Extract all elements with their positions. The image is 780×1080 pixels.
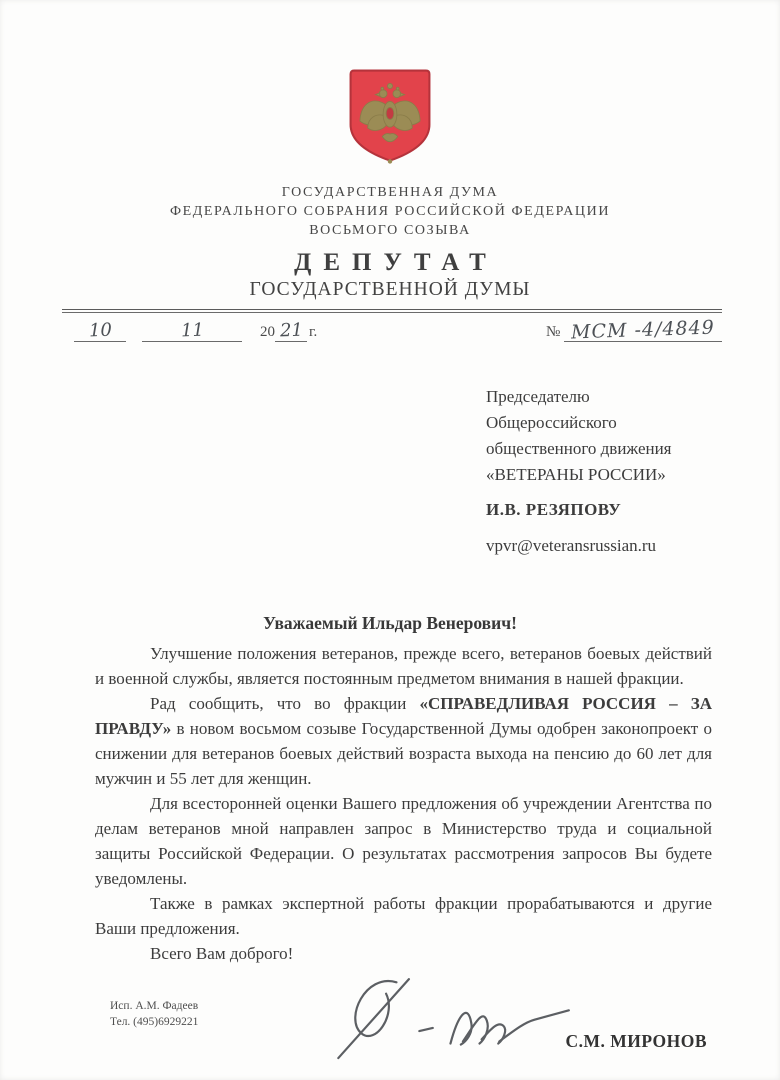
org-name-line3: ВОСЬМОГО СОЗЫВА <box>309 223 471 238</box>
paragraph-2-lead: Рад сообщить, что во фракции <box>150 694 420 713</box>
recipient-organization: «ВЕТЕРАНЫ РОССИИ» <box>486 465 666 484</box>
date-month-handwritten: 11 <box>180 319 204 342</box>
number-label: № <box>545 324 561 340</box>
outgoing-number-handwritten: МСМ -4/4849 <box>570 316 716 344</box>
year-prefix: 20 <box>260 324 275 340</box>
deputy-title: ДЕПУТАТ <box>294 249 498 276</box>
recipient-line: Председателю <box>486 387 590 406</box>
date-number-row <box>74 316 722 344</box>
deputy-subtitle: ГОСУДАРСТВЕННОЙ ДУМЫ <box>249 279 531 300</box>
paragraph-4: Также в рамках экспертной работы фракции прорабатываются и другие Ваши предложения. <box>95 894 712 938</box>
recipient-block <box>486 384 720 559</box>
recipient-name: И.В. РЕЗЯПОВУ <box>486 500 622 519</box>
recipient-line: Общероссийского <box>486 413 617 432</box>
paragraph-3: Для всесторонней оценки Вашего предложения об учреждении Агентства по делам ветеранов мной направлен запрос в Министерство труда и социальной защиты Российской Федерации. О результатах рассмотрения запросов Вы будете уведомлены. <box>95 794 712 888</box>
date-day-handwritten: 10 <box>88 319 112 342</box>
closing-phrase: Всего Вам доброго! <box>150 944 294 963</box>
executor-footer <box>110 998 198 1030</box>
letterhead <box>0 0 780 301</box>
russia-coat-of-arms-icon <box>346 68 434 164</box>
salutation: Уважаемый Ильдар Венерович! <box>263 613 517 633</box>
signatory-name: С.М. МИРОНОВ <box>565 1031 707 1051</box>
year-suffix: г. <box>309 324 318 340</box>
faction-name: «СПРАВЕДЛИВАЯ РОССИЯ – ЗА ПРАВДУ» <box>95 694 712 738</box>
executor-name: Исп. А.М. Фадеев <box>110 1000 199 1012</box>
org-name-line1: ГОСУДАРСТВЕННАЯ ДУМА <box>281 185 499 200</box>
executor-phone: Тел. (495)6929221 <box>110 1016 199 1028</box>
date-year-handwritten: 21 <box>279 319 303 342</box>
paragraph-1: Улучшение положения ветеранов, прежде всего, ветеранов боевых действий и военной службы, является постоянным предметом внимания в нашей фракции. <box>95 644 712 688</box>
header-divider <box>62 309 722 313</box>
recipient-line: общественного движения <box>486 439 672 458</box>
paragraph-2 <box>95 691 712 791</box>
date-field <box>74 320 317 342</box>
outgoing-number-field <box>545 316 722 344</box>
paragraph-2-rest: в новом восьмом созыве Государственной Думы одобрен законопроект о снижении для ветеранов боевых действий возраста выхода на пенсию до 60 лет для мужчин и 55 лет для женщин. <box>95 719 712 788</box>
letter-body <box>95 641 712 966</box>
org-name-line2: ФЕДЕРАЛЬНОГО СОБРАНИЯ РОССИЙСКОЙ ФЕДЕРАЦИИ <box>169 204 611 219</box>
recipient-email: vpvr@veteransrussian.ru <box>486 536 657 555</box>
handwritten-signature <box>330 968 600 1063</box>
